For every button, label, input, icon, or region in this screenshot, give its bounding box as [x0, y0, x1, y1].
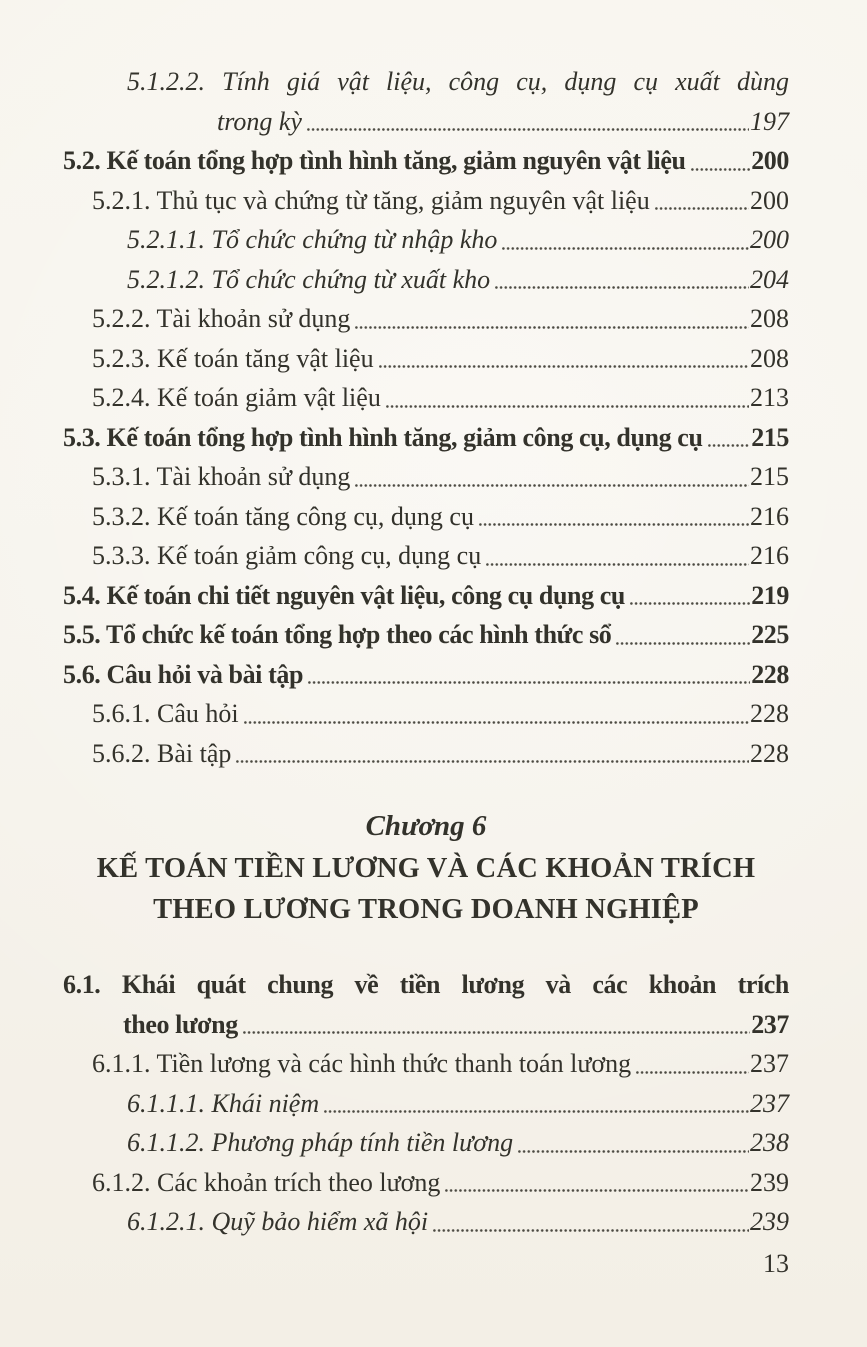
- toc-entry-row: [92, 536, 789, 576]
- toc-entry: [63, 299, 789, 339]
- toc-entry: [63, 378, 789, 418]
- toc-entry-page: 197: [750, 106, 789, 136]
- toc-entry: [63, 181, 789, 221]
- dotted-leader: [350, 457, 750, 497]
- toc-entry-text: 5.2.2. Tài khoản sử dụng: [92, 304, 351, 333]
- dotted-leader: [374, 339, 750, 379]
- toc-entry: [63, 497, 789, 537]
- toc-entry-page: 239: [750, 1167, 789, 1197]
- toc-entry-page: 239: [750, 1207, 789, 1236]
- dotted-leader: [490, 260, 750, 300]
- toc-entry-row: [127, 1084, 789, 1124]
- toc-entry-page: 219: [751, 580, 789, 610]
- toc-entry-row: [63, 141, 789, 181]
- toc-entry-text: 5.2.4. Kế toán giảm vật liệu: [92, 383, 381, 412]
- toc-entry: [63, 220, 789, 260]
- toc-entry-page: 204: [750, 264, 789, 294]
- toc-entry-row: [127, 260, 789, 300]
- toc-chapter6-list: [63, 965, 789, 1242]
- toc-entry-page: 200: [750, 185, 789, 215]
- toc-entry-text: 5.6.1. Câu hỏi: [92, 699, 239, 728]
- toc-entry: [63, 536, 789, 576]
- toc-entry: [63, 260, 789, 300]
- toc-entry-text: 5.5. Tổ chức kế toán tổng hợp theo các hình thức sổ: [63, 620, 612, 649]
- toc-chapter5-list: [63, 62, 789, 773]
- toc-entry-page: 215: [750, 462, 789, 491]
- toc-entry-text: 6.1.1.2. Phương pháp tính tiền lương: [127, 1128, 514, 1157]
- toc-entry-text: 5.3.3. Kế toán giảm công cụ, dụng cụ: [92, 541, 482, 570]
- chapter-title-line2: THEO LƯƠNG TRONG DOANH NGHIỆP: [153, 894, 699, 925]
- toc-entry-text: 6.1.1.1. Khái niệm: [127, 1088, 320, 1118]
- dotted-leader: [440, 1163, 750, 1203]
- toc-entry-page: 208: [750, 343, 789, 373]
- toc-entry-row: [92, 339, 789, 379]
- dotted-leader: [302, 102, 750, 142]
- toc-entry-page: 215: [751, 422, 789, 452]
- toc-entry: [63, 418, 789, 458]
- toc-entry-text: 5.3.2. Kế toán tăng công cụ, dụng cụ: [92, 501, 474, 531]
- toc-entry: [63, 965, 789, 1044]
- dotted-leader: [319, 1084, 750, 1124]
- dotted-leader: [350, 299, 750, 339]
- toc-entry: [63, 1084, 789, 1124]
- toc-entry-row: [127, 1202, 789, 1242]
- dotted-leader: [239, 694, 750, 734]
- toc-entry-page: 216: [750, 501, 789, 531]
- toc-entry-text: 5.6. Câu hỏi và bài tập: [63, 659, 304, 689]
- toc-entry-page: 200: [750, 225, 789, 254]
- toc-entry-page: 228: [751, 659, 789, 689]
- dotted-leader: [428, 1202, 750, 1242]
- toc-entry-row: [127, 220, 789, 260]
- toc-entry-row: [92, 1163, 789, 1203]
- toc-entry-page: 216: [750, 541, 789, 570]
- toc-entry-text: trong kỳ: [217, 106, 302, 136]
- toc-entry-text: theo lương: [123, 1009, 238, 1039]
- toc-entry: [63, 1123, 789, 1163]
- toc-entry: [63, 576, 789, 616]
- page-number: 13: [763, 1249, 789, 1278]
- toc-entry-text: 5.2.3. Kế toán tăng vật liệu: [92, 343, 374, 373]
- toc-entry-text: 5.2.1. Thủ tục và chứng từ tăng, giảm nguyên vật liệu: [92, 185, 650, 215]
- toc-entry-row: [92, 457, 789, 497]
- toc-entry-text: 5.2.1.2. Tổ chức chứng từ xuất kho: [127, 264, 491, 294]
- toc-entry-page: 208: [750, 304, 789, 333]
- toc-entry-text-line1: 5.1.2.2. Tính giá vật liệu, công cụ, dụng cụ xuất dùng: [127, 67, 789, 96]
- toc-entry: [63, 62, 789, 141]
- toc-entry: [63, 1202, 789, 1242]
- toc-entry-page: 228: [750, 738, 789, 768]
- toc-entry-text-line1: 6.1. Khái quát chung về tiền lương và các khoản trích: [63, 970, 789, 999]
- dotted-leader: [686, 141, 752, 181]
- toc-entry-page: 200: [751, 146, 789, 175]
- toc-entry: [63, 1044, 789, 1084]
- toc-entry-text: 6.1.2. Các khoản trích theo lương: [92, 1167, 441, 1197]
- toc-entry: [63, 694, 789, 734]
- dotted-leader: [497, 220, 750, 260]
- toc-entry-text: 6.1.2.1. Quỹ bảo hiểm xã hội: [127, 1207, 429, 1236]
- toc-entry-page: 237: [750, 1049, 789, 1078]
- toc-entry: [63, 1163, 789, 1203]
- toc-entry: [63, 615, 789, 655]
- toc-entry-row: [127, 102, 789, 142]
- dotted-leader: [231, 734, 750, 774]
- chapter6-heading: [63, 804, 789, 930]
- dotted-leader: [481, 536, 750, 576]
- toc-entry-text: 5.3.1. Tài khoản sử dụng: [92, 462, 351, 491]
- toc-entry-row: [92, 497, 789, 537]
- dotted-leader: [474, 497, 750, 537]
- dotted-leader: [631, 1044, 750, 1084]
- toc-entry: [63, 734, 789, 774]
- toc-entry-row: [92, 181, 789, 221]
- toc-entry-row: [63, 418, 789, 458]
- toc-entry-text: 5.6.2. Bài tập: [92, 738, 232, 768]
- toc-entry: [63, 655, 789, 695]
- toc-entry-text: 5.4. Kế toán chi tiết nguyên vật liệu, công cụ dụng cụ: [63, 580, 625, 610]
- toc-entry-row: [92, 734, 789, 774]
- chapter-title-line1: KẾ TOÁN TIỀN LƯƠNG VÀ CÁC KHOẢN TRÍCH: [96, 853, 756, 884]
- chapter-kicker: Chương 6: [365, 810, 487, 842]
- toc-entry-row: [63, 576, 789, 616]
- toc-entry-row: [92, 1044, 789, 1084]
- dotted-leader: [238, 1005, 751, 1045]
- toc-entry-row: [92, 694, 789, 734]
- toc-entry-text: 5.2. Kế toán tổng hợp tình hình tăng, giảm nguyên vật liệu: [63, 146, 686, 175]
- dotted-leader: [625, 576, 751, 616]
- toc-entry: [63, 457, 789, 497]
- toc-entry-row: [63, 1005, 789, 1045]
- toc-entry-text: 5.2.1.1. Tổ chức chứng từ nhập kho: [127, 225, 498, 254]
- toc-entry-page: 228: [750, 699, 789, 728]
- dotted-leader: [513, 1123, 750, 1163]
- toc-entry-page: 213: [750, 383, 789, 412]
- dotted-leader: [381, 378, 750, 418]
- dotted-leader: [611, 615, 751, 655]
- toc-entry-text: 5.3. Kế toán tổng hợp tình hình tăng, giảm công cụ, dụng cụ: [63, 422, 703, 452]
- toc-entry-row: [63, 615, 789, 655]
- toc-entry-text: 6.1.1. Tiền lương và các hình thức thanh toán lương: [92, 1049, 632, 1078]
- toc-entry-page: 237: [750, 1088, 789, 1118]
- toc-entry: [63, 141, 789, 181]
- dotted-leader: [303, 655, 751, 695]
- toc-entry-row: [92, 378, 789, 418]
- toc-entry-page: 238: [750, 1128, 789, 1157]
- toc-entry-row: [127, 1123, 789, 1163]
- toc-entry-page: 237: [751, 1009, 789, 1039]
- toc-entry-row: [63, 655, 789, 695]
- dotted-leader: [650, 181, 750, 221]
- toc-entry-page: 225: [751, 620, 789, 649]
- toc-entry: [63, 339, 789, 379]
- toc-entry-row: [92, 299, 789, 339]
- dotted-leader: [703, 418, 752, 458]
